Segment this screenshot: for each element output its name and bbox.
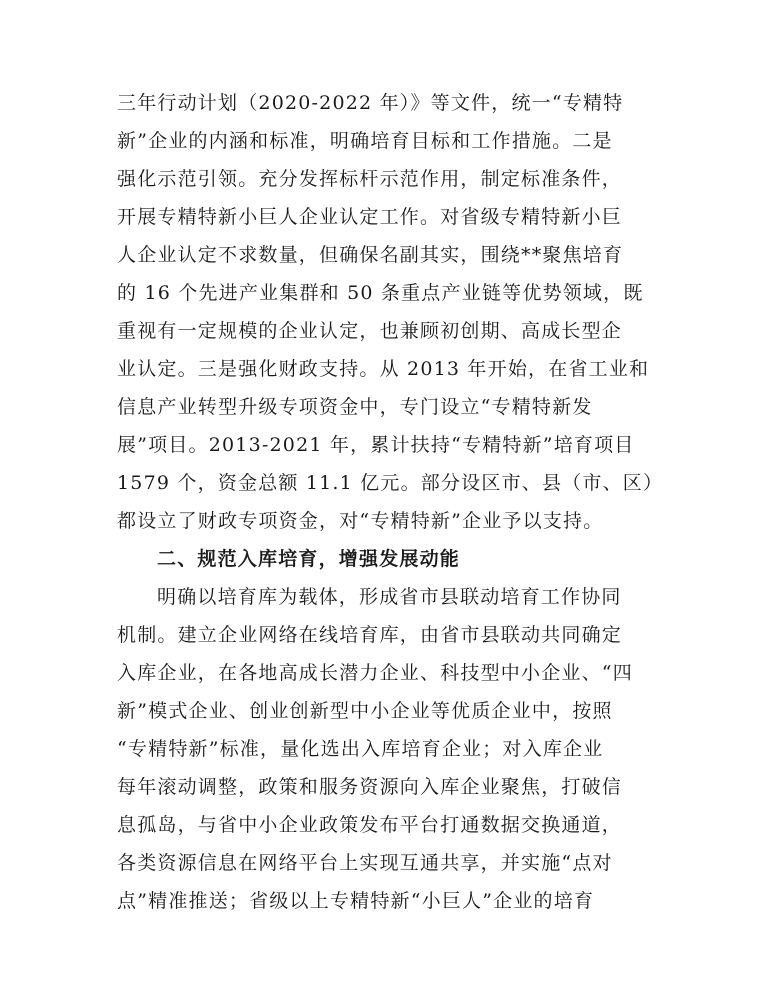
text-line: 信息产业转型升级专项资金中，专门设立“专精特新发 (117, 396, 593, 418)
text-line: 点”精准推送；省级以上专精特新“小巨人”企业的培育 (117, 890, 595, 912)
text-line: 明确以培育库为载体，形成省市县联动培育工作协同 (157, 586, 622, 608)
text-line: 三年行动计划（2020-2022 年）》等文件，统一“专精特 (117, 92, 624, 114)
text-line: 强化示范引领。充分发挥标杆示范作用，制定标准条件， (117, 168, 623, 190)
text-line: 每年滚动调整，政策和服务资源向入库企业聚焦，打破信 (117, 776, 623, 798)
text-line: 的 16 个先进产业集群和 50 条重点产业链等优势领域，既 (117, 282, 644, 304)
text-line: “专精特新”标准，量化选出入库培育企业；对入库企业 (117, 738, 604, 760)
section-heading: 二、规范入库培育，增强发展动能 (157, 548, 461, 570)
text-line: 1579 个，资金总额 11.1 亿元。部分设区市、县（市、区） (117, 472, 664, 494)
text-line: 业认定。三是强化财政支持。从 2013 年开始，在省工业和 (117, 358, 650, 380)
text-line: 展”项目。2013-2021 年，累计扶持“专精特新”培育项目 (117, 434, 635, 456)
text-line: 各类资源信息在网络平台上实现互通共享，并实施“点对 (117, 852, 613, 874)
text-line: 机制。建立企业网络在线培育库，由省市县联动共同确定 (117, 624, 623, 646)
text-line: 人企业认定不求数量，但确保名副其实，围绕**聚焦培育 (117, 244, 624, 266)
text-line: 重视有一定规模的企业认定，也兼顾初创期、高成长型企 (117, 320, 623, 342)
text-line: 都设立了财政专项资金，对“专精特新”企业予以支持。 (117, 510, 604, 532)
text-line: 新”企业的内涵和标准，明确培育目标和工作措施。二是 (117, 130, 613, 152)
text-line: 入库企业，在各地高成长潜力企业、科技型中小企业、“四 (117, 662, 633, 684)
text-line: 息孤岛，与省中小企业政策发布平台打通数据交换通道， (117, 814, 623, 836)
text-line: 新”模式企业、创业创新型中小企业等优质企业中，按照 (117, 700, 613, 722)
text-line: 开展专精特新小巨人企业认定工作。对省级专精特新小巨 (117, 206, 623, 228)
